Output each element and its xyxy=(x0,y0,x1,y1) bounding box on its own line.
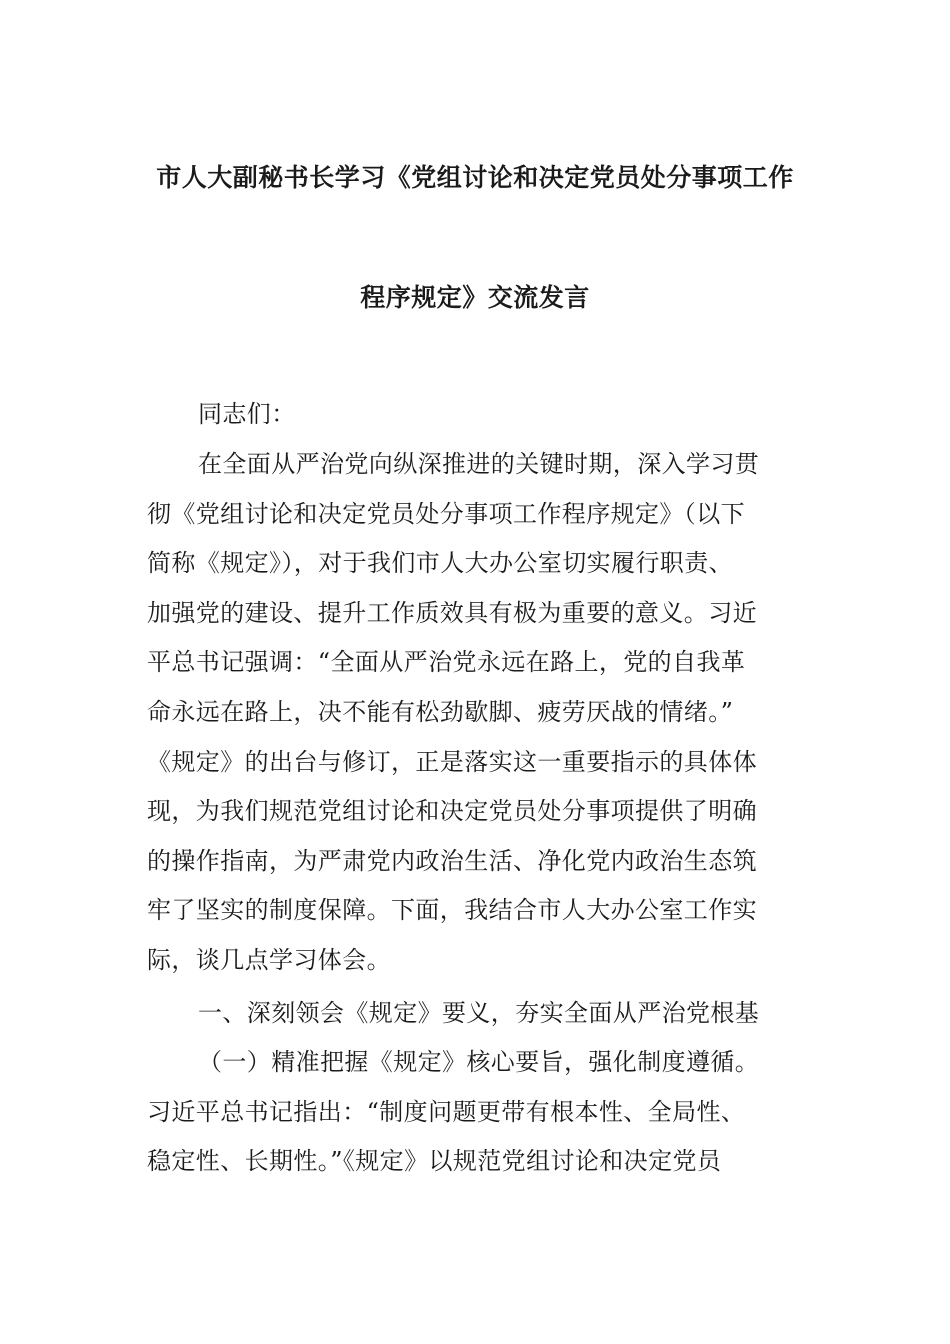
paragraph-line: 牢了坚实的制度保障。下面，我结合市人大办公室工作实 xyxy=(147,896,757,925)
paragraph-line: 彻《党组讨论和决定党员处分事项工作程序规定》（以下 xyxy=(147,499,745,528)
paragraph-line: 加强党的建设、提升工作质效具有极为重要的意义。习近 xyxy=(147,598,757,627)
paragraph-subsection-1 xyxy=(147,1038,807,1187)
paragraph-line: 简称《规定》），对于我们市人大办公室切实履行职责、 xyxy=(147,549,733,578)
document-title-line-1: 市人大副秘书长学习《党组讨论和决定党员处分事项工作 xyxy=(156,163,794,192)
paragraph-line: 在全面从严治党向纵深推进的关键时期，深入学习贯 xyxy=(198,450,760,478)
paragraph-line: 稳定性、长期性。”《规定》以规范党组讨论和决定党员 xyxy=(147,1147,722,1176)
paragraph-line: 《规定》的出台与修订，正是落实这一重要指示的具体体 xyxy=(147,747,757,776)
document-title-line-2: 程序规定》交流发言 xyxy=(360,283,590,312)
paragraph-line: 的操作指南，为严肃党内政治生活、净化党内政治生态筑 xyxy=(147,846,757,875)
paragraph-line: 平总书记强调：“全面从严治党永远在路上，党的自我革 xyxy=(147,648,746,677)
paragraph-line: 际，谈几点学习体会。 xyxy=(147,945,391,974)
salutation: 同志们： xyxy=(198,400,296,428)
paragraph-line: 命永远在路上，决不能有松劲歇脚、疲劳厌战的情绪。” xyxy=(147,697,734,726)
section-heading-1: 一、深刻领会《规定》要义，夯实全面从严治党根基 xyxy=(198,999,760,1027)
paragraph-line: 习近平总书记指出：“制度问题更带有根本性、全局性、 xyxy=(147,1097,746,1126)
paragraph-intro xyxy=(147,440,807,986)
paragraph-line: 现，为我们规范党组讨论和决定党员处分事项提供了明确 xyxy=(147,797,757,826)
paragraph-line: （一）精准把握《规定》核心要旨，强化制度遵循。 xyxy=(198,1048,760,1076)
